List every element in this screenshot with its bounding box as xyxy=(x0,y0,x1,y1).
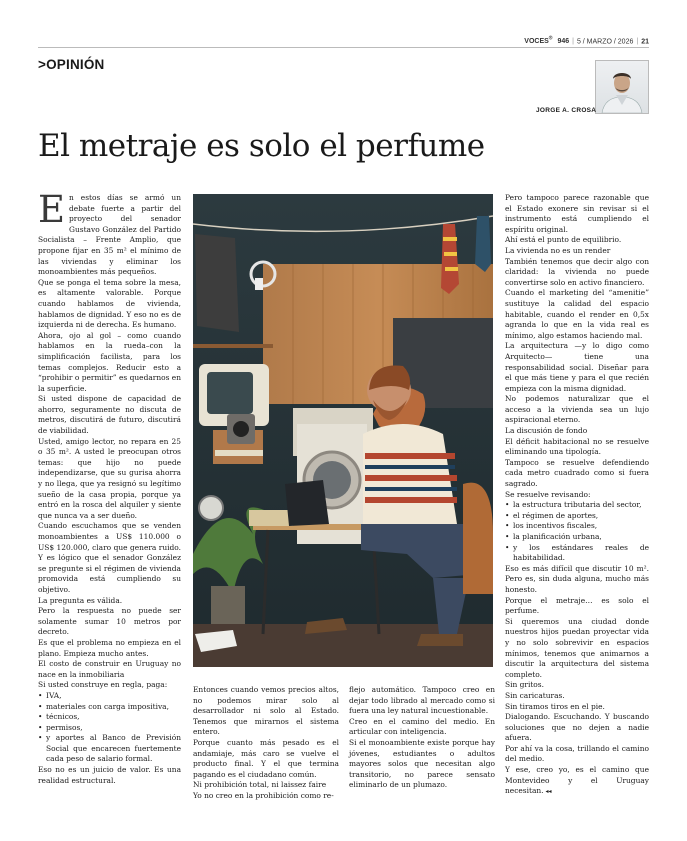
drop-cap: E xyxy=(38,188,66,231)
subheading: La discusión de fondo xyxy=(505,426,588,436)
paragraph: Ahí está el punto de equilibrio. xyxy=(505,235,622,245)
paragraph: Eso no es un juicio de valor. Es una realidad estructural. xyxy=(38,765,181,785)
headline: El metraje es solo el perfume xyxy=(38,128,485,164)
list-item: • técnicos, xyxy=(38,712,181,723)
paragraph: Dialogando. Escuchando. Y buscando soluciones que no dejen a nadie afuera. xyxy=(505,712,649,743)
paragraph: Ahora, ojo al gol – como cuando hablamos en la rueda–con la simplificación facilista, para los temas complejos. Reducir esto a “prohibir o permitir” es quedarnos en la superficie. xyxy=(38,330,181,393)
closing-paragraph: Y ese, creo yo, es el camino que Montevideo y el Uruguay necesitan. xyxy=(505,765,649,796)
paragraph: Cuando el marketing del “amenitie” sustituye la calidad del espacio habitable, cuando el render en 0,5x agranda lo que en la vida real es mínimo, algo estamos haciendo mal. xyxy=(505,288,649,340)
paragraph: Si usted construye en regla, paga: xyxy=(38,680,168,690)
paragraph: Eso es más difícil que discutir 10 m². Pero es, sin duda alguna, mucho más honesto. xyxy=(505,563,649,594)
paragraph: Sin caricaturas. xyxy=(505,690,565,700)
page-header: VOCES® 946 | 5 / MARZO / 2026 | 21 xyxy=(524,36,649,46)
issue-date: 5 / MARZO / 2026 xyxy=(576,38,634,46)
article-column-1 xyxy=(38,188,181,786)
paragraph: Cuando escuchamos que se venden monoambientes a US$ 110.000 o US$ 120.000, claro que genera ruido. Y es lógico que el senador González se pregunte si el régimen de vivienda promovida está cumpliendo su objetivo. xyxy=(38,521,181,594)
paragraph: Tampoco se resuelve defendiendo cada metro cuadrado como si fuera sagrado. xyxy=(505,457,649,489)
list-item: • materiales con carga impositiva, xyxy=(38,702,181,713)
page-number: 21 xyxy=(641,38,649,46)
list-item: • IVA, xyxy=(38,691,181,702)
paragraph: La pregunta es válida. xyxy=(38,595,123,605)
cost-list xyxy=(38,691,181,765)
paragraph: Pero la respuesta no puede ser solamente sumar 10 metros por decreto. xyxy=(38,606,181,637)
list-item: • y los estándares reales de habitabilidad. xyxy=(505,543,649,564)
article-column-2 xyxy=(193,685,339,802)
subheading: La vivienda no es un render xyxy=(505,245,611,255)
paragraph: Pero tampoco parece razonable que el Estado exonere sin revisar si el instrumento está cumpliendo el espíritu original. xyxy=(505,193,649,234)
end-mark-icon: ◂◂ xyxy=(545,788,552,796)
paragraph: Que se ponga el tema sobre la mesa, es altamente valorable. Porque cuando hablamos de vivienda, hablamos de dignidad. Y eso no es de izquierda ni de derecha. Es humano. xyxy=(38,277,181,330)
paragraph: flejo automático. Tampoco creo en dejar todo librado al mercado como si fuera una ley natural incuestionable. xyxy=(349,685,495,716)
list-item: • los incentivos fiscales, xyxy=(505,521,649,532)
paragraph: No podemos naturalizar que el acceso a la vivienda sea un lujo aspiracional eterno. xyxy=(505,394,649,425)
paragraph: Entonces cuando vemos precios altos, no podemos mirar solo al desarrollador ni solo al Estado. Tenemos que mirarnos el sistema entero. xyxy=(193,685,339,737)
brand-logo: VOCES® xyxy=(524,36,553,46)
paragraph: Sin tiramos tiros en el pie. xyxy=(505,701,605,711)
paragraph: Porque cuanto más pesado es el andamiaje, más caro se vuelve el producto final. Y el que termina pagando es el ciudadano común. xyxy=(193,737,339,779)
paragraph: Creo en el camino del medio. En articular con inteligencia. xyxy=(349,716,495,737)
list-item: • permisos, xyxy=(38,723,181,734)
author-name: JORGE A. CROSA xyxy=(536,107,597,114)
paragraph: Si queremos una ciudad donde nuestros hijos puedan proyectar vida y no solo sobrevivir en espacios mínimos, tenemos que animarnos a discutir la arquitectura del sistema completo. xyxy=(505,616,649,679)
article-column-4 xyxy=(505,193,649,798)
list-item: • el régimen de aportes, xyxy=(505,511,649,522)
header-rule xyxy=(38,47,649,48)
paragraph: Se resuelve revisando: xyxy=(505,489,591,499)
issue-number: 946 xyxy=(557,38,570,46)
paragraph: También tenemos que decir algo con claridad: la vivienda no puede convertirse solo en activo financiero. xyxy=(505,256,649,287)
paragraph: Sin gritos. xyxy=(505,680,544,690)
section-label: >OPINIÓN xyxy=(38,57,105,72)
paragraph: El déficit habitacional no se resuelve eliminando una tipología. xyxy=(505,436,649,457)
subheading: Ni prohibición total, ni laissez faire xyxy=(193,780,327,790)
paragraph: Porque el metraje… es solo el perfume. xyxy=(505,595,649,616)
list-item: • y aportes al Banco de Previsión Social que encarecen fuertemente cada peso de salario formal. xyxy=(38,733,181,765)
list-item: • la planificación urbana, xyxy=(505,532,649,543)
list-item: • la estructura tributaria del sector, xyxy=(505,500,649,511)
lead-paragraph: n estos días se armó un debate fuerte a partir del proyecto del senador Gustavo González del Partido Socialista – Frente Amplio, que propone fijar en 35 m² el mínimo de las viviendas y eliminar los monoambientes más pequeños. xyxy=(38,193,181,277)
paragraph: Si usted dispone de capacidad de ahorro, seguramente no discuta de metros, discutirá de futuro, discutirá de viabilidad. xyxy=(38,394,181,436)
paragraph: Es que el problema no empieza en el plano. Empieza mucho antes. xyxy=(38,637,181,658)
article-column-3 xyxy=(349,685,495,791)
paragraph: La arquitectura —y lo digo como Arquitecto— tiene una responsabilidad social. Diseñar para el que más tiene y para el que recién empieza con la misma dignidad. xyxy=(505,341,649,393)
author-photo xyxy=(595,60,649,114)
subheading: El costo de construir en Uruguay no nace en la inmobiliaria xyxy=(38,659,181,679)
paragraph: Yo no creo en la prohibición como re- xyxy=(193,790,334,800)
paragraph: Si el monoambiente existe porque hay jóvenes, estudiantes o adultos mayores solos que necesitan algo transitorio, no parece sensato eliminarlo de un plumazo. xyxy=(349,737,495,790)
paragraph: Usted, amigo lector, no repara en 25 o 35 m². A usted le preocupan otros temas: que hijo no puede independizarse, que su gurisa ahorra y no llega, que ya resignó su legítimo sueño de la casa propia, porque ya entró en la rosca del alquiler y siente que nunca va a ser dueño. xyxy=(38,436,181,520)
article-photo xyxy=(193,194,493,667)
review-list xyxy=(505,500,649,564)
paragraph: Por ahí va la cosa, trillando el camino del medio. xyxy=(505,743,649,764)
